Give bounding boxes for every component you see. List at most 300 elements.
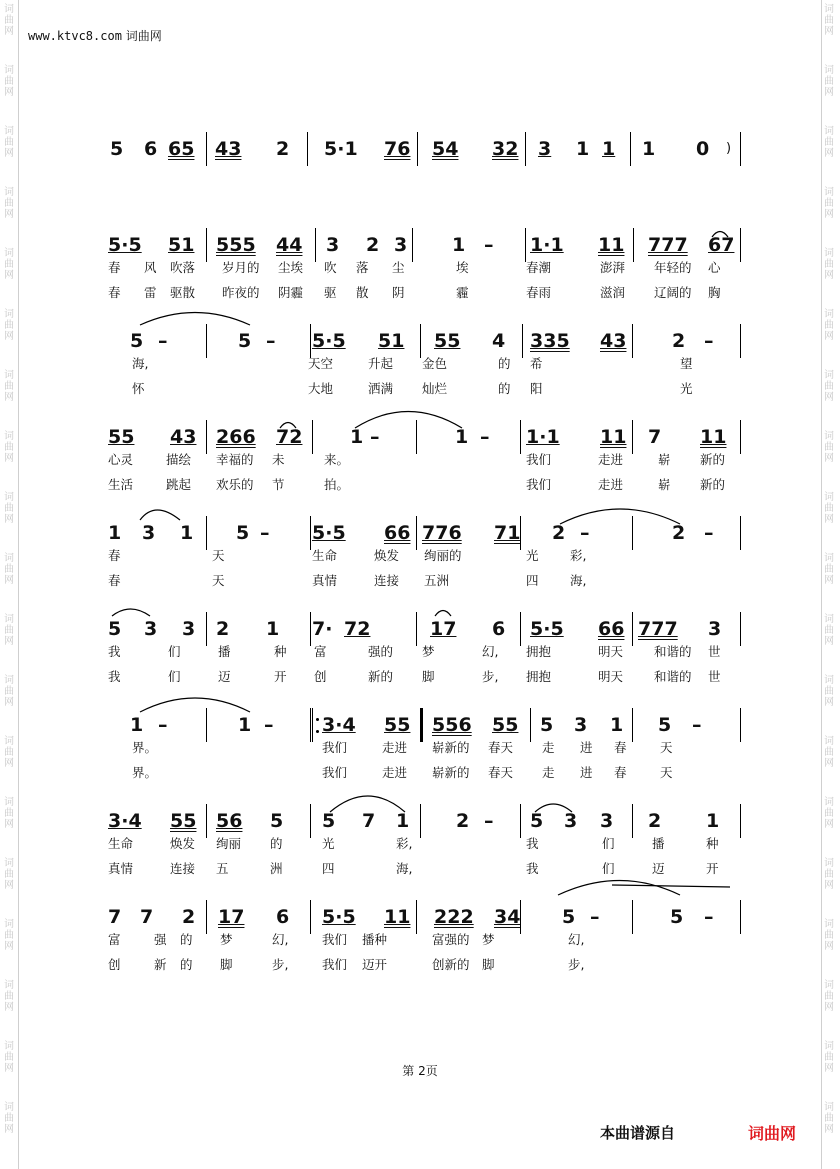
watermark-text: 词曲网 bbox=[4, 187, 14, 220]
note: – bbox=[704, 330, 714, 352]
note: – bbox=[692, 714, 702, 736]
lyric-word: 春 bbox=[108, 260, 121, 275]
note: 43 bbox=[215, 138, 242, 160]
site-name: 词曲网 bbox=[125, 29, 162, 43]
lyric-word: 我 bbox=[108, 644, 121, 659]
note: 5·5 bbox=[322, 906, 356, 928]
note: 3 bbox=[326, 234, 340, 256]
note: 2 bbox=[672, 522, 686, 544]
note: 1 bbox=[238, 714, 252, 736]
lyric-word: 怀 bbox=[132, 381, 145, 396]
lyric-word: 春天 bbox=[488, 740, 514, 755]
watermark-text: 词曲网 bbox=[4, 553, 14, 586]
note: 222 bbox=[434, 906, 474, 928]
watermark-text: 词曲网 bbox=[824, 980, 834, 1013]
lyric-word: 洒满 bbox=[368, 381, 394, 396]
barline bbox=[740, 900, 741, 934]
lyric-word: 阴 bbox=[392, 285, 405, 300]
barline bbox=[315, 228, 316, 262]
barline bbox=[206, 804, 207, 838]
lyric-word: 节 bbox=[272, 477, 285, 492]
lyric-word: 海, bbox=[132, 356, 149, 371]
lyric-word: 走 bbox=[542, 740, 555, 755]
barline bbox=[525, 132, 526, 166]
barline bbox=[206, 228, 207, 262]
lyric-word: 创新的 bbox=[432, 957, 470, 972]
note: 7 bbox=[362, 810, 376, 832]
lyric-word: 阳 bbox=[530, 381, 543, 396]
watermark-text: 词曲网 bbox=[824, 309, 834, 342]
note: 3 bbox=[564, 810, 578, 832]
barline bbox=[412, 228, 413, 262]
lyric-word: 真情 bbox=[312, 573, 338, 588]
note: 17 bbox=[218, 906, 245, 928]
note: 43 bbox=[600, 330, 627, 352]
note: ) bbox=[726, 141, 732, 156]
lyric-word: 升起 bbox=[368, 356, 394, 371]
lyrics-line bbox=[100, 354, 740, 374]
note: 3 bbox=[574, 714, 588, 736]
lyric-word: 的 bbox=[498, 356, 511, 371]
note: 72 bbox=[276, 426, 303, 448]
lyric-word: 我们 bbox=[322, 957, 348, 972]
lyric-word: 明天 bbox=[598, 669, 624, 684]
lyric-word: 走进 bbox=[382, 765, 408, 780]
lyric-word: 尘 bbox=[392, 260, 405, 275]
lyric-word: 拍。 bbox=[324, 477, 350, 492]
lyric-word: 我 bbox=[526, 836, 539, 851]
lyric-word: 阴霾 bbox=[278, 285, 304, 300]
lyric-word: 岁月的 bbox=[222, 260, 260, 275]
watermark-text: 词曲网 bbox=[824, 248, 834, 281]
lyric-word: 望 bbox=[680, 356, 693, 371]
note: 2 bbox=[672, 330, 686, 352]
lyric-word: 洲 bbox=[270, 861, 283, 876]
lyric-word: 脚 bbox=[220, 957, 233, 972]
lyric-word: 拥抱 bbox=[526, 644, 552, 659]
note: 556 bbox=[432, 714, 472, 736]
watermark-text: 词曲网 bbox=[4, 919, 14, 952]
source-brand[interactable]: 词曲网 bbox=[748, 1124, 797, 1143]
note: 51 bbox=[378, 330, 405, 352]
source-label: 本曲谱源自 bbox=[600, 1124, 676, 1142]
note: 1 bbox=[180, 522, 194, 544]
lyric-word: 的 bbox=[498, 381, 511, 396]
watermark-text: 词曲网 bbox=[824, 553, 834, 586]
note: – bbox=[264, 714, 274, 736]
note: – bbox=[260, 522, 270, 544]
watermark-text: 词曲网 bbox=[4, 980, 14, 1013]
note: 5·5 bbox=[312, 522, 346, 544]
note: 777 bbox=[648, 234, 688, 256]
lyric-word: 新的 bbox=[368, 669, 394, 684]
lyric-word: 界。 bbox=[132, 740, 158, 755]
note: 2 bbox=[552, 522, 566, 544]
lyric-word: 天 bbox=[660, 765, 673, 780]
note: 3 bbox=[144, 618, 158, 640]
note: 2 bbox=[216, 618, 230, 640]
lyric-word: 天空 bbox=[308, 356, 334, 371]
lyric-word: 真情 bbox=[108, 861, 134, 876]
note: 65 bbox=[168, 138, 195, 160]
lyric-word: 落 bbox=[356, 260, 369, 275]
note: 7 bbox=[108, 906, 122, 928]
note: 72 bbox=[344, 618, 371, 640]
watermark-text: 词曲网 bbox=[824, 126, 834, 159]
watermark-text: 词曲网 bbox=[4, 614, 14, 647]
lyrics-line bbox=[100, 258, 740, 278]
lyric-word: 开 bbox=[274, 669, 287, 684]
note: 7· bbox=[312, 618, 333, 640]
lyric-word: 走进 bbox=[382, 740, 408, 755]
note: 1 bbox=[610, 714, 624, 736]
note: 1 bbox=[266, 618, 280, 640]
lyric-word: 生命 bbox=[312, 548, 338, 563]
barline bbox=[206, 132, 207, 166]
lyric-word: 生命 bbox=[108, 836, 134, 851]
lyric-word: 脚 bbox=[482, 957, 495, 972]
lyric-word: 的 bbox=[180, 932, 193, 947]
lyric-word: 走进 bbox=[598, 452, 624, 467]
lyric-word: 新 bbox=[154, 957, 167, 972]
watermark-text: 词曲网 bbox=[824, 65, 834, 98]
barline bbox=[520, 420, 521, 454]
note: 3 bbox=[394, 234, 408, 256]
note: 5 bbox=[670, 906, 684, 928]
repeat-dot bbox=[316, 718, 319, 721]
lyrics-line bbox=[100, 546, 740, 566]
slur bbox=[612, 885, 730, 887]
note: 1 bbox=[455, 426, 469, 448]
lyric-word: 的 bbox=[180, 957, 193, 972]
note: – bbox=[480, 426, 490, 448]
barline bbox=[417, 132, 418, 166]
note: 5·1 bbox=[324, 138, 358, 160]
note: 6 bbox=[144, 138, 158, 160]
barline bbox=[530, 708, 531, 742]
lyric-word: 霾 bbox=[456, 285, 469, 300]
note: 55 bbox=[492, 714, 519, 736]
barline bbox=[520, 900, 521, 934]
barline bbox=[525, 228, 526, 262]
lyric-word: 希 bbox=[530, 356, 543, 371]
lyric-word: 界。 bbox=[132, 765, 158, 780]
note: 1 bbox=[642, 138, 656, 160]
watermark-text: 词曲网 bbox=[824, 370, 834, 403]
watermark-text: 词曲网 bbox=[4, 675, 14, 708]
lyric-word: 欢乐的 bbox=[216, 477, 254, 492]
barline bbox=[740, 612, 741, 646]
lyric-word: 富强的 bbox=[432, 932, 470, 947]
lyric-word: 澎湃 bbox=[600, 260, 626, 275]
watermark-text: 词曲网 bbox=[824, 614, 834, 647]
lyrics-line bbox=[100, 955, 740, 975]
note: 7 bbox=[648, 426, 662, 448]
lyric-word: 海, bbox=[570, 573, 587, 588]
lyric-word: 创 bbox=[314, 669, 327, 684]
page-number: 第 2页 bbox=[402, 1064, 438, 1078]
note: 5 bbox=[108, 618, 122, 640]
barline bbox=[206, 420, 207, 454]
note: 1 bbox=[706, 810, 720, 832]
note: 4 bbox=[492, 330, 506, 352]
lyric-word: 们 bbox=[168, 644, 181, 659]
lyric-word: 来。 bbox=[324, 452, 350, 467]
lyric-word: 步, bbox=[568, 957, 585, 972]
note: 6 bbox=[276, 906, 290, 928]
note: 1 bbox=[350, 426, 364, 448]
lyric-word: 春 bbox=[108, 573, 121, 588]
note: 2 bbox=[456, 810, 470, 832]
lyrics-line bbox=[100, 379, 740, 399]
lyric-word: 富 bbox=[108, 932, 121, 947]
barline bbox=[416, 612, 417, 646]
lyrics-line bbox=[100, 571, 740, 591]
watermark-text: 词曲网 bbox=[4, 797, 14, 830]
barline bbox=[632, 612, 633, 646]
lyric-word: 未 bbox=[272, 452, 285, 467]
lyric-word: 心灵 bbox=[108, 452, 134, 467]
barline bbox=[310, 708, 311, 742]
barline bbox=[206, 612, 207, 646]
note: 1 bbox=[130, 714, 144, 736]
watermark-text: 词曲网 bbox=[824, 1102, 834, 1135]
watermark-text: 词曲网 bbox=[4, 492, 14, 525]
note: – bbox=[704, 906, 714, 928]
note: 3 bbox=[600, 810, 614, 832]
lyric-word: 强的 bbox=[368, 644, 394, 659]
note: – bbox=[370, 426, 380, 448]
lyric-word: 我 bbox=[108, 669, 121, 684]
lyric-word: 进 bbox=[580, 765, 593, 780]
lyric-word: 年轻的 bbox=[654, 260, 692, 275]
lyric-word: 绚丽的 bbox=[424, 548, 462, 563]
watermark-text: 词曲网 bbox=[4, 65, 14, 98]
note: 3 bbox=[538, 138, 552, 160]
note: 66 bbox=[384, 522, 411, 544]
barline bbox=[310, 612, 311, 646]
watermark-text: 词曲网 bbox=[824, 797, 834, 830]
note: 5 bbox=[540, 714, 554, 736]
lyric-word: 四 bbox=[526, 573, 539, 588]
note: – bbox=[158, 714, 168, 736]
note: 1 bbox=[452, 234, 466, 256]
lyric-word: 大地 bbox=[308, 381, 334, 396]
barline bbox=[310, 516, 311, 550]
watermark-text: 词曲网 bbox=[4, 4, 14, 37]
note: 1 bbox=[108, 522, 122, 544]
watermark-text: 词曲网 bbox=[824, 187, 834, 220]
lyric-word: 富 bbox=[314, 644, 327, 659]
note: 555 bbox=[216, 234, 256, 256]
barline bbox=[632, 708, 633, 742]
barline bbox=[416, 900, 417, 934]
note: 7 bbox=[140, 906, 154, 928]
note: 1 bbox=[396, 810, 410, 832]
note: 43 bbox=[170, 426, 197, 448]
barline bbox=[522, 324, 523, 358]
barline bbox=[312, 708, 313, 742]
note: 56 bbox=[216, 810, 243, 832]
barline bbox=[310, 804, 311, 838]
lyric-word: 尘埃 bbox=[278, 260, 304, 275]
lyric-word: 驱散 bbox=[170, 285, 196, 300]
note: 0 bbox=[696, 138, 710, 160]
lyrics-line bbox=[100, 450, 740, 470]
lyric-word: 和谐的 bbox=[654, 644, 692, 659]
lyric-word: 幻, bbox=[568, 932, 585, 947]
lyric-word: 散 bbox=[356, 285, 369, 300]
note: 71 bbox=[494, 522, 521, 544]
watermark-text: 词曲网 bbox=[4, 248, 14, 281]
note: 2 bbox=[276, 138, 290, 160]
lyric-word: 吹落 bbox=[170, 260, 196, 275]
lyric-word: 们 bbox=[602, 836, 615, 851]
watermark-text: 词曲网 bbox=[4, 736, 14, 769]
note: 67 bbox=[708, 234, 735, 256]
note: 55 bbox=[108, 426, 135, 448]
barline bbox=[740, 804, 741, 838]
lyric-word: 幸福的 bbox=[216, 452, 254, 467]
lyric-word: 迈 bbox=[218, 669, 231, 684]
lyric-word: 走进 bbox=[598, 477, 624, 492]
lyric-word: 强 bbox=[154, 932, 167, 947]
note: 3 bbox=[142, 522, 156, 544]
barline bbox=[420, 324, 421, 358]
note: 55 bbox=[384, 714, 411, 736]
lyric-word: 世 bbox=[708, 669, 721, 684]
barline bbox=[312, 420, 313, 454]
lyric-word: 跳起 bbox=[166, 477, 192, 492]
lyric-word: 新的 bbox=[700, 452, 726, 467]
lyric-word: 我们 bbox=[526, 452, 552, 467]
site-url[interactable]: www.ktvc8.com bbox=[28, 29, 122, 43]
note: 3·4 bbox=[322, 714, 356, 736]
watermark-text: 词曲网 bbox=[824, 492, 834, 525]
lyric-word: 的 bbox=[270, 836, 283, 851]
lyric-word: 光 bbox=[322, 836, 335, 851]
note: 76 bbox=[384, 138, 411, 160]
lyric-word: 幻, bbox=[482, 644, 499, 659]
note: 3 bbox=[708, 618, 722, 640]
lyrics-line bbox=[100, 667, 740, 687]
lyric-word: 春天 bbox=[488, 765, 514, 780]
lyric-word: 我们 bbox=[322, 932, 348, 947]
lyric-word: 描绘 bbox=[166, 452, 192, 467]
lyric-word: 辽阔的 bbox=[654, 285, 692, 300]
barline bbox=[206, 324, 207, 358]
lyric-word: 创 bbox=[108, 957, 121, 972]
note: 777 bbox=[638, 618, 678, 640]
lyric-word: 播种 bbox=[362, 932, 388, 947]
lyrics-line bbox=[100, 834, 740, 854]
lyric-word: 脚 bbox=[422, 669, 435, 684]
lyric-word: 种 bbox=[706, 836, 719, 851]
barline bbox=[740, 516, 741, 550]
lyric-word: 进 bbox=[580, 740, 593, 755]
barline bbox=[520, 516, 521, 550]
barline bbox=[310, 900, 311, 934]
note: 1·1 bbox=[526, 426, 560, 448]
barline bbox=[206, 516, 207, 550]
barline bbox=[632, 516, 633, 550]
lyric-word: 梦 bbox=[220, 932, 233, 947]
lyric-word: 崭新的 bbox=[432, 765, 470, 780]
barline bbox=[206, 900, 207, 934]
note: 266 bbox=[216, 426, 256, 448]
barline bbox=[520, 612, 521, 646]
watermark-text: 词曲网 bbox=[4, 126, 14, 159]
note: 17 bbox=[430, 618, 457, 640]
note: 5 bbox=[130, 330, 144, 352]
barline bbox=[632, 900, 633, 934]
lyric-word: 胸 bbox=[708, 285, 721, 300]
barline bbox=[420, 708, 423, 742]
note: 11 bbox=[598, 234, 625, 256]
lyric-word: 春潮 bbox=[526, 260, 552, 275]
lyric-word: 春 bbox=[108, 285, 121, 300]
barline bbox=[310, 324, 311, 358]
lyric-word: 滋润 bbox=[600, 285, 626, 300]
lyric-word: 们 bbox=[602, 861, 615, 876]
note: 2 bbox=[648, 810, 662, 832]
slur bbox=[558, 881, 680, 896]
lyric-word: 连接 bbox=[374, 573, 400, 588]
lyric-word: 走 bbox=[542, 765, 555, 780]
lyric-word: 五洲 bbox=[424, 573, 450, 588]
lyric-word: 吹 bbox=[324, 260, 337, 275]
lyric-word: 金色 bbox=[422, 356, 448, 371]
watermark-text: 词曲网 bbox=[824, 675, 834, 708]
note: – bbox=[484, 810, 494, 832]
note: 66 bbox=[598, 618, 625, 640]
repeat-dot bbox=[316, 730, 319, 733]
note: 51 bbox=[168, 234, 195, 256]
note: 34 bbox=[494, 906, 521, 928]
watermark-text: 词曲网 bbox=[4, 431, 14, 464]
lyric-word: 天 bbox=[212, 573, 225, 588]
watermark-text: 词曲网 bbox=[4, 858, 14, 891]
note: 5 bbox=[110, 138, 124, 160]
lyric-word: 春 bbox=[108, 548, 121, 563]
lyric-word: 崭 bbox=[658, 477, 671, 492]
note: 5 bbox=[236, 522, 250, 544]
barline bbox=[630, 132, 631, 166]
lyric-word: 灿烂 bbox=[422, 381, 448, 396]
barline bbox=[206, 708, 207, 742]
lyric-word: 我们 bbox=[526, 477, 552, 492]
watermark-text: 词曲网 bbox=[824, 858, 834, 891]
lyric-word: 光 bbox=[680, 381, 693, 396]
note: 32 bbox=[492, 138, 519, 160]
note: 1 bbox=[576, 138, 590, 160]
note: 5 bbox=[562, 906, 576, 928]
lyric-word: 明天 bbox=[598, 644, 624, 659]
lyric-word: 天 bbox=[660, 740, 673, 755]
lyric-word: 拥抱 bbox=[526, 669, 552, 684]
note: – bbox=[484, 234, 494, 256]
lyric-word: 昨夜的 bbox=[222, 285, 260, 300]
lyric-word: 绚丽 bbox=[216, 836, 242, 851]
lyric-word: 雷 bbox=[144, 285, 157, 300]
watermark-text: 词曲网 bbox=[824, 919, 834, 952]
note: 5 bbox=[530, 810, 544, 832]
lyric-word: 彩, bbox=[396, 836, 413, 851]
lyric-word: 风 bbox=[144, 260, 157, 275]
barline bbox=[740, 228, 741, 262]
note: – bbox=[580, 522, 590, 544]
watermark-text: 词曲网 bbox=[4, 1041, 14, 1074]
